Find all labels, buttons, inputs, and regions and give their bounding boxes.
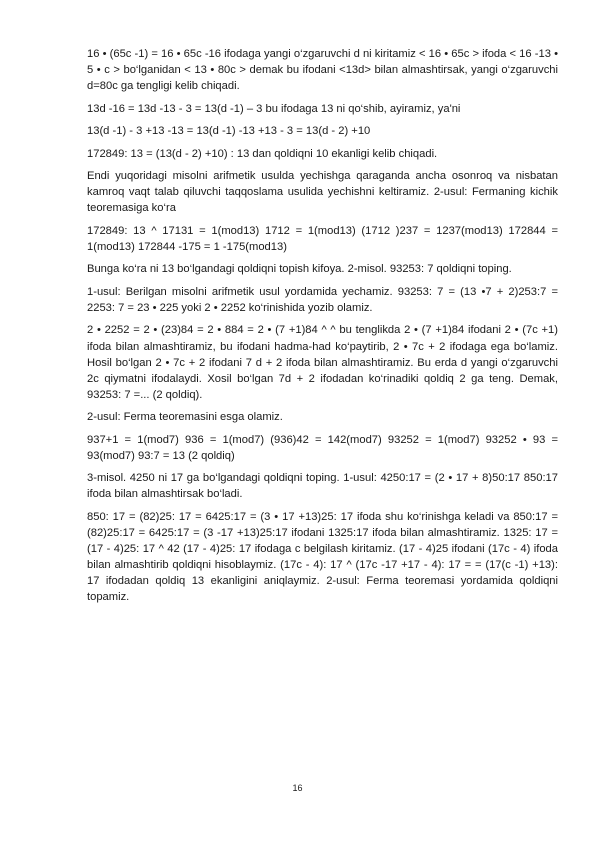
paragraph-11: 937+1 = 1(mod7) 936 = 1(mod7) (936)42 = 142(mod7) 93252 = 1(mod7) 93252 • 93 = 93(mod7) 93:7 = 13 (2 qoldiq) (87, 433, 558, 462)
paragraph-8: 1-usul: Berilgan misolni arifmetik usul yordamida yechamiz. 93253: 7 = (13 •7 + 2)253:7 = 2253: 7 = 23 • 225 yoki 2 • 2252 ko‘rinishida yozib olamiz. (87, 285, 558, 314)
page-number: 16 (292, 783, 303, 793)
paragraph-6: 172849: 13 ^ 17131 = 1(mod13) 1712 = 1(mod13) (1712 )237 = 1237(mod13) 172844 = 1(mod13) 172844 -175 = 1 -175(mod13) (87, 224, 558, 253)
paragraph-1: 16 • (65c -1) = 16 • 65c -16 ifodaga yangi o‘zgaruvchi d ni kiritamiz < 16 • 65c > ifoda < 16 -13 • 5 • c > bo‘lganidan < 13 • 80c > demak bu ifodani <13d> bilan almashtirsak, yangi o‘zgaruvchi d=80c ga tengligi kelib chiqadi. (87, 48, 558, 93)
paragraph-13: 850: 17 = (82)25: 17 = 6425:17 = (3 • 17 +13)25: 17 ifoda shu ko‘rinishga keladi va 850:17 = (82)25:17 = 6425:17 = (3 -17 +13)25:17 ifodani 1325:17 ifoda bilan almashtiramiz. 1325: 17 = (17 - 4)25: 17 ^ 42 (17 - 4)25: 17 ifodaga c belgilash kiritamiz. (17 - 4)25 ifodani (17c - 4) ifoda bilan almashtirib qoldiqni hisoblaymiz. (17c - 4): 17 ^ (17c -17 +17 - 4): 17 = = (17(c -1) +13): 17 ifodadan qoldiq 13 ekanligini aniqlaymiz. 2-usul: Ferma teoremasi yordamida qoldiqni topamiz. (87, 510, 558, 604)
paragraph-10: 2-usul: Ferma teoremasini esga olamiz. (87, 411, 283, 424)
paragraph-9: 2 • 2252 = 2 • (23)84 = 2 • 884 = 2 • (7 +1)84 ^ ^ bu tenglikda 2 • (7 +1)84 ifodani 2 • (7c +1) ifoda bilan almashtiramiz, bu ifodani hadma-had ko‘paytirib, 2 • 7c + 2 ifodaga ega bo‘lamiz. Hosil bo‘lgan 2 • 7c + 2 ifodani 7 d + 2 ifoda bilan almashtiramiz. Bu erda d yangi o‘zgaruvchi 2c qiymatni ifodalaydi. Xosil bo‘lgan 7d + 2 ifodadan ko‘rinadiki qoldiq 2 ga teng. Demak, 93253: 7 =... (2 qoldiq). (87, 324, 558, 401)
paragraph-5: Endi yuqoridagi misolni arifmetik usulda yechishga qaraganda ancha osonroq va nisbatan kamroq vaqt talab qiluvchi taqqoslama usulida yechishni keltiramiz. 2-usul: Fermaning kichik teoremasiga ko‘ra (87, 170, 558, 215)
paragraph-7: Bunga ko‘ra ni 13 bo‘lgandagi qoldiqni topish kifoya. 2-misol. 93253: 7 qoldiqni toping. (87, 263, 512, 276)
document-body (87, 46, 558, 612)
paragraph-4: 172849: 13 = (13(d - 2) +10) : 13 dan qoldiqni 10 ekanligi kelib chiqadi. (87, 147, 438, 160)
paragraph-3: 13(d -1) - 3 +13 -13 = 13(d -1) -13 +13 - 3 = 13(d - 2) +10 (87, 125, 371, 138)
paragraph-2: 13d -16 = 13d -13 - 3 = 13(d -1) – 3 bu ifodaga 13 ni qo‘shib, ayiramiz, ya'ni (87, 102, 461, 115)
paragraph-12: 3-misol. 4250 ni 17 ga bo‘lgandagi qoldiqni toping. 1-usul: 4250:17 = (2 • 17 + 8)50:17 850:17 ifoda bilan almashtirsak bo‘ladi. (87, 472, 558, 501)
